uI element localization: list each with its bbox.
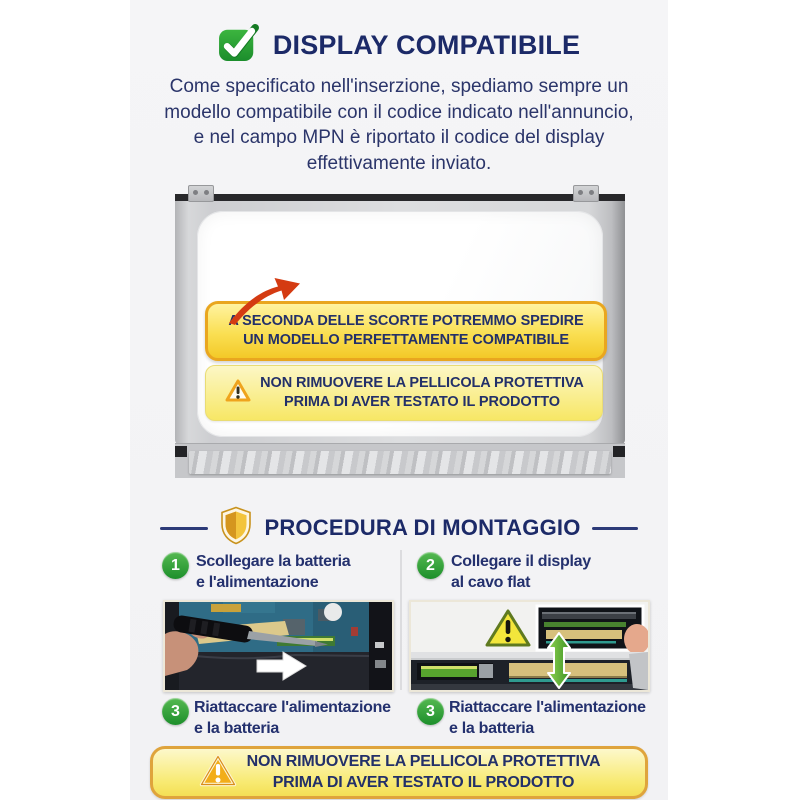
film-warning-label (205, 365, 603, 421)
red-arrow-icon (225, 275, 307, 330)
intro-line: modello compatibile con il codice indicato nell'annuncio, (164, 101, 634, 123)
step2-text (451, 551, 591, 593)
stock-note-line: UN MODELLO PERFETTAMENTE COMPATIBILE (243, 332, 569, 348)
divider-line-left (160, 527, 208, 530)
intro-line: Come specificato nell'inserzione, spediamo sempre un (169, 76, 629, 97)
intro-paragraph (130, 74, 668, 176)
procedure-title: PROCEDURA DI MONTAGGIO (264, 515, 581, 540)
page-title: DISPLAY COMPATIBILE (272, 30, 581, 60)
panel-top-edge (175, 194, 625, 201)
photo-connect-flat-cable (409, 600, 650, 692)
footer-warning-line: PRIMA DI AVER TESTATO IL PRODOTTO (272, 773, 575, 791)
step2-line: Collegare il display (451, 553, 591, 570)
film-warning-text (260, 374, 584, 412)
step-number-badge: 3 (162, 698, 189, 725)
step1-line: e l'alimentazione (196, 574, 319, 591)
procedure-header (130, 506, 668, 550)
mount-bracket-right (573, 185, 599, 202)
stock-note-line: A SECONDA DELLE SCORTE POTREMMO SPEDIRE (228, 313, 584, 329)
footer-warning-text (247, 752, 601, 793)
film-warning-line: NON RIMUOVERE LA PELLICOLA PROTETTIVA (260, 375, 584, 391)
content-column (130, 0, 668, 800)
header (130, 24, 668, 67)
step3-line: e la batteria (194, 720, 280, 737)
divider-line-right (592, 527, 638, 530)
foil-wrapped-board (189, 451, 611, 474)
film-warning-line: PRIMA DI AVER TESTATO IL PRODOTTO (284, 394, 560, 410)
warning-triangle-icon (198, 753, 238, 793)
step3-line: Riattaccare l'alimentazione (194, 699, 391, 716)
step3-right-text (449, 697, 646, 739)
step3-line: e la batteria (449, 720, 535, 737)
warning-triangle-icon (224, 378, 252, 409)
step1-line: Scollegare la batteria (196, 553, 351, 570)
step-number-badge: 3 (417, 698, 444, 725)
panel-corner-right (613, 446, 625, 457)
shield-icon (219, 506, 253, 550)
footer-warning-banner (150, 746, 648, 799)
step3-left-text (194, 697, 391, 739)
step2-line: al cavo flat (451, 574, 531, 591)
step-number-badge: 2 (417, 552, 444, 579)
column-divider (400, 550, 402, 690)
footer-warning-line: NON RIMUOVERE LA PELLICOLA PROTETTIVA (246, 753, 601, 770)
mount-bracket-left (188, 185, 214, 202)
panel-bezel (175, 201, 625, 444)
step1-text (196, 551, 350, 593)
panel-bottom-board (175, 443, 625, 478)
step3-line: Riattaccare l'alimentazione (449, 699, 646, 716)
step-number-badge: 1 (162, 552, 189, 579)
panel-corner-left (175, 446, 187, 457)
check-icon (218, 24, 260, 67)
intro-line: e nel campo MPN è riportato il codice del display (193, 127, 605, 148)
photo-disconnect-battery (163, 600, 394, 692)
lcd-panel-illustration (175, 186, 625, 478)
intro-line: effettivamente inviato. (306, 152, 492, 174)
panel-screen (197, 211, 603, 437)
